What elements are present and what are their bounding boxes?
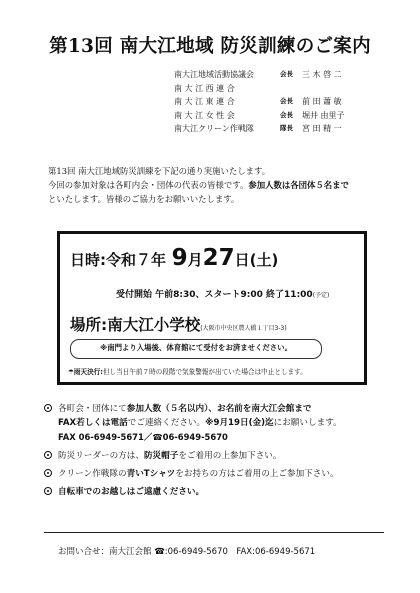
organizer-list — [174, 68, 362, 136]
item-text: 各町会・団体にて — [58, 404, 127, 414]
organizer-row — [174, 109, 362, 123]
rain-text: 但し当日午前７時の段階で気象警報が出ていた場合は中止とします。 — [102, 368, 307, 376]
date-month: 9 — [171, 245, 188, 271]
organizer-name: 南 大 江 女 性 会 — [174, 110, 235, 120]
item-text: 自転車でのお越しはご遠慮ください。 — [58, 487, 205, 497]
item-emphasis: 防災帽子 — [143, 451, 179, 461]
divider — [44, 532, 384, 533]
intro-line: といたします。皆様のご協力をお願いいたします。 — [48, 194, 240, 204]
date-day-unit: 日 — [234, 251, 250, 269]
rain-label: 雨天決行: — [73, 368, 103, 376]
organizer-person: 堀井 由里子 — [302, 110, 345, 120]
intro-text: 今回の参加対象は各町内会・団体の代表の皆様です。 — [48, 180, 249, 190]
item-text: にお願いします。 — [273, 418, 342, 428]
organizer-name: 南 大 江 西 連 合 — [174, 83, 235, 93]
organizer-name: 南大江クリーン作戦隊 — [174, 124, 254, 133]
bullet-icon — [44, 451, 52, 459]
item-emphasis: 青いTシャツ — [126, 469, 176, 479]
organizer-person: 前 田 蕭 敏 — [302, 97, 342, 106]
reception-note: (予定) — [312, 292, 330, 299]
organizer-name: 南大江地域活動協議会 — [174, 70, 254, 79]
reception-time — [116, 287, 329, 300]
item-text: をお持ちの方はご着用の上ご参加下さい。 — [175, 469, 339, 479]
intro-emphasis: 参加人数は各団体５名まで — [248, 180, 349, 190]
umbrella-icon: ☂ — [68, 368, 74, 376]
date-label: 日時: — [70, 251, 106, 269]
bullet-icon — [44, 487, 52, 495]
intro-paragraph — [48, 164, 388, 206]
organizer-person: 三 木 啓 二 — [302, 70, 342, 79]
intro-line — [48, 178, 388, 192]
list-item — [44, 485, 394, 499]
organizer-row — [174, 122, 362, 136]
venue-label: 場所:南大江小学校 — [70, 316, 201, 334]
item-text: でご連絡ください。 — [127, 418, 206, 428]
organizer-role: 会長 — [280, 97, 293, 105]
event-date — [70, 245, 278, 271]
contact-info: お問い合せ：南大江会館 ☎:06-6949-5670 FAX:06-6949-5671 — [58, 547, 316, 557]
item-emphasis: FAX若しくは — [58, 418, 111, 428]
item-text: 防災リーダーの方は、 — [58, 451, 144, 461]
date-month-unit: 月 — [187, 251, 203, 269]
organizer-row — [174, 82, 362, 96]
organizer-role — [280, 82, 302, 96]
item-text: をご着用の上参加下さい。 — [178, 451, 282, 461]
venue-address: (大阪市中央区農人橋１丁目3-3) — [200, 325, 287, 332]
date-day: 27 — [202, 245, 235, 271]
gate-notice: ※南門より入場後、体育館にて受付をお済ませください。 — [70, 339, 322, 359]
item-deadline: ※9月19日(金)迄 — [205, 418, 274, 428]
rain-policy — [68, 366, 307, 376]
event-venue — [70, 313, 287, 335]
organizer-row — [174, 95, 362, 109]
item-emphasis: 参加人数（５名以内）、お名前を南大江会館まで — [126, 404, 312, 414]
organizer-person: 宮 田 精 一 — [302, 124, 342, 133]
event-details-box — [57, 231, 367, 385]
list-item — [44, 402, 394, 445]
list-item — [44, 467, 394, 481]
fax-phone-line: FAX 06-6949-5671／☎06-6949-5670 — [58, 432, 228, 442]
item-text: クリーン作戦隊の — [58, 469, 127, 479]
bullet-icon — [44, 404, 52, 412]
organizer-row — [174, 68, 362, 82]
organizer-role: 会長 — [280, 70, 293, 78]
organizer-role: 隊長 — [280, 124, 293, 132]
instruction-list — [44, 402, 394, 503]
list-item — [44, 449, 394, 463]
organizer-role: 会長 — [280, 110, 293, 119]
intro-line: 第13回 南大江地域防災訓練を下記の通り実施いたします。 — [48, 166, 271, 176]
organizer-name: 南 大 江 東 連 合 — [174, 97, 235, 106]
bullet-icon — [44, 469, 52, 477]
page-title: 第13回 南大江地域 防災訓練のご案内 — [49, 36, 371, 57]
reception-text: 受付開始 午前8:30、スタート9:00 終了11:00 — [116, 290, 313, 300]
date-weekday: (土) — [249, 251, 279, 269]
organizer-person — [302, 82, 362, 96]
item-emphasis: 電話 — [110, 418, 128, 428]
date-era: 令和７年 — [106, 251, 167, 269]
